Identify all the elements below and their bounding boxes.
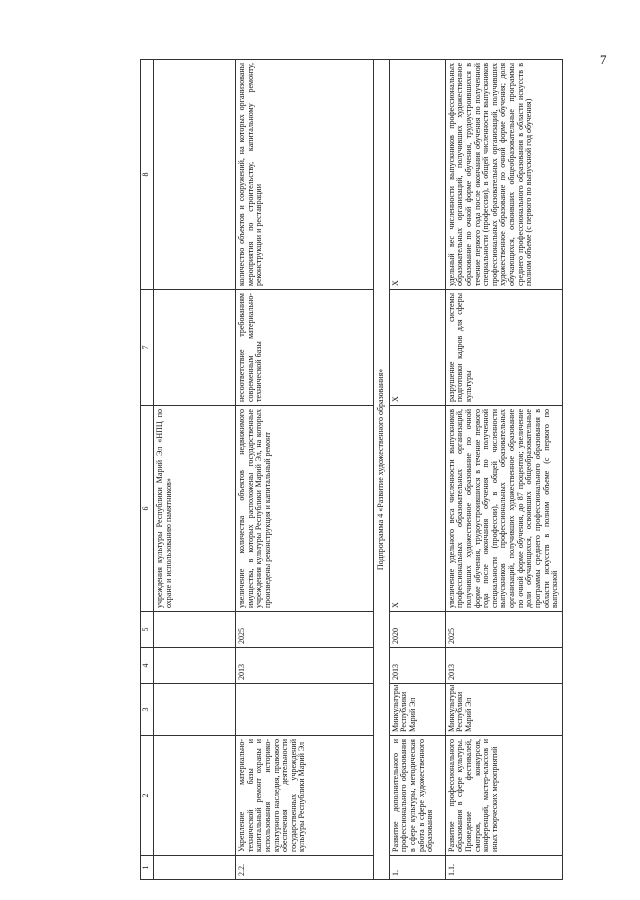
col-number-8: 8 [141, 60, 154, 290]
col-number-3: 3 [141, 684, 154, 736]
start-year: 2013 [389, 648, 445, 684]
program-table [140, 59, 563, 880]
expected-result: Х [389, 406, 445, 612]
subprogram-title: Подпрограмма 4 «Развитие художественного образования» [374, 60, 390, 880]
executor: Минкультуры Республики Марий Эл [389, 684, 445, 736]
start-year: 2013 [236, 648, 374, 684]
col-number-7: 7 [141, 290, 154, 406]
expected-result: увеличение удельного веса численности выпускников профессиональных образовательных организаций, получивших художественное образование по очной форме обучения, трудоустроившихся в течение первого года после окончания обучения по полученной специальности (профессии), в общей численности выпускников профессиональных образовательных организаций, получивших художественное образование по очной форме обучения, до 87 процентов; увеличение доли обучающихся, освоивших общеобразовательные программы среднего профессионального образования в области искусств в полном объеме (с первого по выпускной [445, 406, 562, 612]
column-numbers-row [141, 60, 154, 880]
expected-result: увеличение количества объектов недвижимого имущества, в которых расположены государственные учреждения культуры Республики Марий Эл, на которых произведены реконструкция и капитальный ремонт [236, 406, 374, 612]
executor: Минкультуры Республики Марий Эл [445, 684, 562, 736]
col-number-5: 5 [141, 612, 154, 648]
row-number: 1. [389, 856, 445, 880]
indicator-link: количество объектов и сооружений, на которых организованы мероприятия по строительству, капитальному ремонту, реконструкции и реставрации [236, 60, 374, 290]
measure-name: Развитие профессионального образования в сфере культуры. Проведение фестивалей, смотров, конкурсов, конференций, мастер-классов и иных творческих мероприятий [445, 736, 562, 856]
row-number: 2.2. [236, 856, 374, 880]
col-number-6: 6 [141, 406, 154, 612]
end-year: 2025 [236, 612, 374, 648]
rotated-table-container [140, 60, 640, 880]
start-year: 2013 [445, 648, 562, 684]
measure-name: Укрепление материально-технической базы и капитальный ремонт охраны и использования историко-культурного наследия, правового обеспечения деятельности государственных учреждений культуры Республики Марий Эл [236, 736, 374, 856]
measure-name: Развитие дополнительного и профессионального образования в сфере культуры, методическая работа в сфере художественного образования [389, 736, 445, 856]
executor [236, 684, 374, 736]
page-number: 7 [600, 52, 607, 67]
row-number: 1.1. [445, 856, 562, 880]
table-row-1 [389, 60, 445, 880]
continuation-result: учреждения культуры Республики Марий Эл «НПЦ по охране и использованию памятников» [154, 406, 236, 612]
indicator-link: Х [389, 60, 445, 290]
risk-consequence: Х [389, 290, 445, 406]
end-year: 2025 [445, 612, 562, 648]
table-row-continuation [154, 60, 236, 880]
end-year: 2020 [389, 612, 445, 648]
col-number-4: 4 [141, 648, 154, 684]
subprogram-row [374, 60, 390, 880]
col-number-1: 1 [141, 856, 154, 880]
table-row-2-2 [236, 60, 374, 880]
table-row-1-1 [445, 60, 562, 880]
risk-consequence: разрушение системы подготовки кадров для сферы культуры [445, 290, 562, 406]
risk-consequence: несоответствие требованиям современным материально-технической базы [236, 290, 374, 406]
col-number-2: 2 [141, 736, 154, 856]
indicator-link: удельный вес численности выпускников профессиональных образовательных организаций, получивших художественное образование по очной форме обучения, трудоустроившихся в течение первого года после окончания обучения по полученной специальности (профессии), в общей численности выпускников профессиональных образовательных организаций, получивших художественное образование по очной форме обучения; доля обучающихся, освоивших общеобразовательные программы среднего профессионального образования в области искусств в полном объеме (с первого по выпускной год обучения) [445, 60, 562, 290]
